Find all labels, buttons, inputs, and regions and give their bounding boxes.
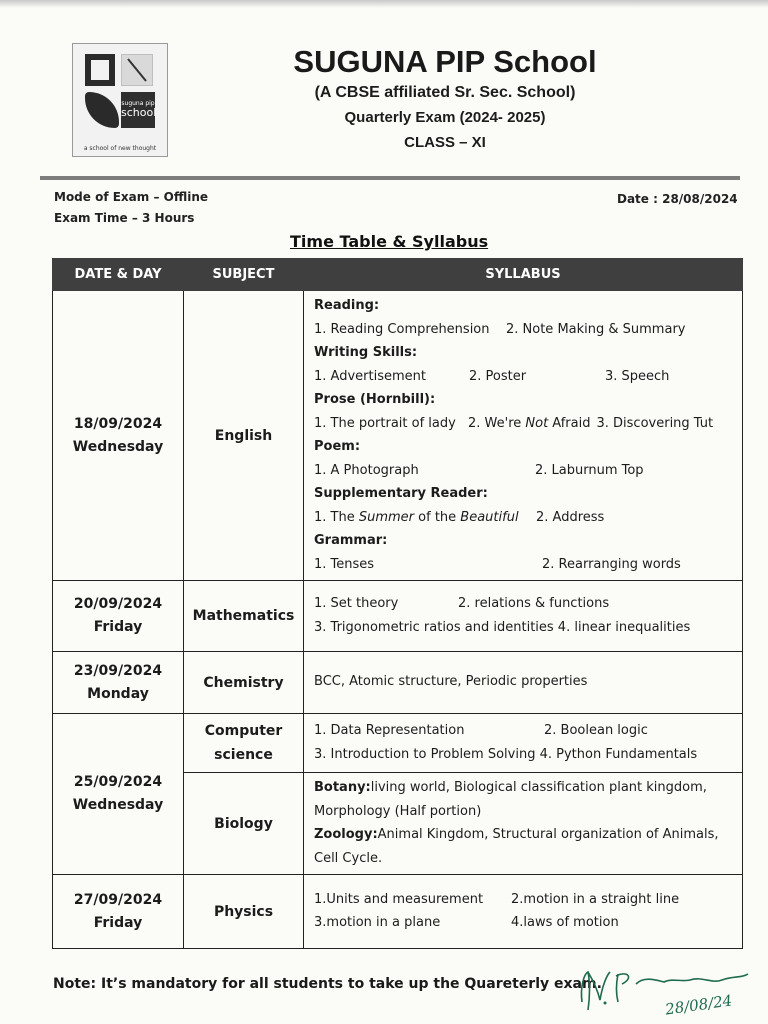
syllabus-item: Cell Cycle.: [314, 850, 383, 866]
syllabus-item: 1. The Summer of the Beautiful: [314, 509, 519, 525]
logo-big-text: school: [121, 106, 157, 119]
logo-tagline: a school of new thought: [83, 145, 157, 152]
table-row: [53, 714, 743, 773]
mandatory-note: Note: It’s mandatory for all students to take up the Quareterly exam.: [53, 976, 602, 992]
syllabus-item: 1. Reading Comprehension: [314, 321, 490, 337]
syllabus-item: 1. Advertisement: [314, 368, 426, 384]
subject-cell: Chemistry: [184, 652, 304, 714]
syllabus-heading: Poem:: [314, 439, 361, 454]
syllabus-item: Morphology (Half portion): [314, 803, 482, 819]
date-cell: [53, 652, 184, 714]
syllabus-heading: Grammar:: [314, 533, 388, 548]
syllabus-item: 1. Tenses: [314, 556, 375, 572]
exam-day-value: Friday: [93, 914, 143, 931]
exam-name: Quarterly Exam (2024- 2025): [344, 109, 546, 126]
syllabus-cell-maths: [304, 581, 743, 652]
syllabus-item: 3. Speech: [605, 368, 670, 384]
exam-day-value: Wednesday: [72, 438, 164, 455]
exam-date-value: 23/09/2024: [73, 662, 163, 679]
logo-square-mark: [85, 54, 115, 86]
exam-time: Exam Time – 3 Hours: [54, 211, 195, 225]
syllabus-cell-biology: [304, 773, 743, 875]
syllabus-item: living world, Biological classification plant kingdom,: [370, 780, 707, 795]
table-row: [53, 875, 743, 949]
syllabus-heading: Botany:: [314, 780, 371, 795]
table-row: [53, 652, 743, 714]
class-label: CLASS – XI: [404, 134, 486, 151]
subject-cell: English: [184, 291, 304, 581]
syllabus-item: 2.motion in a straight line: [511, 891, 680, 907]
exam-day-value: Friday: [93, 619, 143, 635]
syllabus-item: 2. Poster: [469, 368, 527, 384]
subject-cell: Physics: [184, 875, 304, 949]
syllabus-item: 2. Rearranging words: [542, 556, 681, 572]
syllabus-heading: Prose (Hornbill):: [314, 392, 436, 407]
exam-day-value: Wednesday: [72, 797, 164, 813]
date-cell: [53, 581, 184, 652]
syllabus-item: 2. Boolean logic: [544, 723, 648, 738]
syllabus-heading: Zoology:: [314, 827, 378, 842]
column-header-date: DATE & DAY: [53, 259, 184, 291]
syllabus-item: 1.Units and measurement: [314, 891, 484, 907]
date-cell: [53, 291, 184, 581]
column-header-subject: SUBJECT: [184, 259, 304, 291]
syllabus-item: 2. Address: [536, 509, 605, 525]
syllabus-heading: Writing Skills:: [314, 345, 418, 360]
syllabus-item: 1. Set theory: [314, 596, 399, 611]
syllabus-item: 3. Discovering Tut: [596, 415, 714, 431]
syllabus-item: 3.motion in a plane: [314, 915, 441, 930]
syllabus-item: 2. relations & functions: [458, 596, 610, 611]
signature-date: 28/08/24: [664, 991, 734, 1019]
exam-date: Date : 28/08/2024: [617, 192, 738, 206]
syllabus-item: 2. We're Not Afraid: [468, 415, 591, 431]
logo-text-box: [121, 92, 155, 128]
table-row: [53, 581, 743, 652]
affiliation: (A CBSE affiliated Sr. Sec. School): [314, 84, 576, 101]
syllabus-item: 3. Trigonometric ratios and identities 4. linear inequalities: [314, 619, 691, 635]
syllabus-item: 1. A Photograph: [314, 462, 419, 478]
column-header-syllabus: SYLLABUS: [304, 259, 743, 291]
syllabus-item: 1. The portrait of lady: [314, 415, 456, 431]
syllabus-heading: Supplementary Reader:: [314, 486, 488, 501]
exam-date-value: 25/09/2024: [73, 774, 163, 790]
scan-edge: [0, 0, 768, 8]
syllabus-item: 2. Note Making & Summary: [506, 321, 686, 337]
header-divider: [40, 176, 740, 180]
page-title: Time Table & Syllabus: [290, 232, 489, 251]
table-header-row: [53, 259, 743, 291]
exam-date-value: 27/09/2024: [73, 891, 163, 908]
syllabus-item: 4.laws of motion: [511, 915, 619, 930]
timetable: [52, 258, 743, 949]
subject-cell: Biology: [184, 773, 304, 875]
exam-date-value: 20/09/2024: [73, 596, 163, 612]
syllabus-cell-computer-science: [304, 714, 743, 773]
syllabus-item: 1. Data Representation: [314, 723, 465, 738]
syllabus-cell-physics: [304, 875, 743, 949]
exam-date-value: 18/09/2024: [73, 415, 163, 432]
syllabus-item: 3. Introduction to Problem Solving 4. Python Fundamentals: [314, 746, 698, 762]
school-logo: [72, 43, 168, 157]
syllabus-cell-chemistry: BCC, Atomic structure, Periodic properties: [304, 652, 743, 714]
syllabus-item: Animal Kingdom, Structural organization of Animals,: [377, 827, 719, 842]
exam-mode: Mode of Exam – Offline: [54, 190, 209, 204]
subject-cell: Mathematics: [184, 581, 304, 652]
syllabus-item: 2. Laburnum Top: [535, 462, 644, 478]
subject-cell: Computer science: [184, 714, 304, 773]
school-name: SUGUNA PIP School: [293, 44, 597, 79]
logo-grey-square: [121, 54, 153, 86]
logo-small-text: suguna pip: [121, 100, 155, 107]
exam-day-value: Monday: [87, 685, 149, 702]
syllabus-cell-english: [304, 291, 743, 581]
date-cell: [53, 714, 184, 875]
logo-leaf-mark: [85, 92, 119, 128]
date-cell: [53, 875, 184, 949]
table-row: [53, 291, 743, 581]
syllabus-heading: Reading:: [314, 298, 380, 313]
